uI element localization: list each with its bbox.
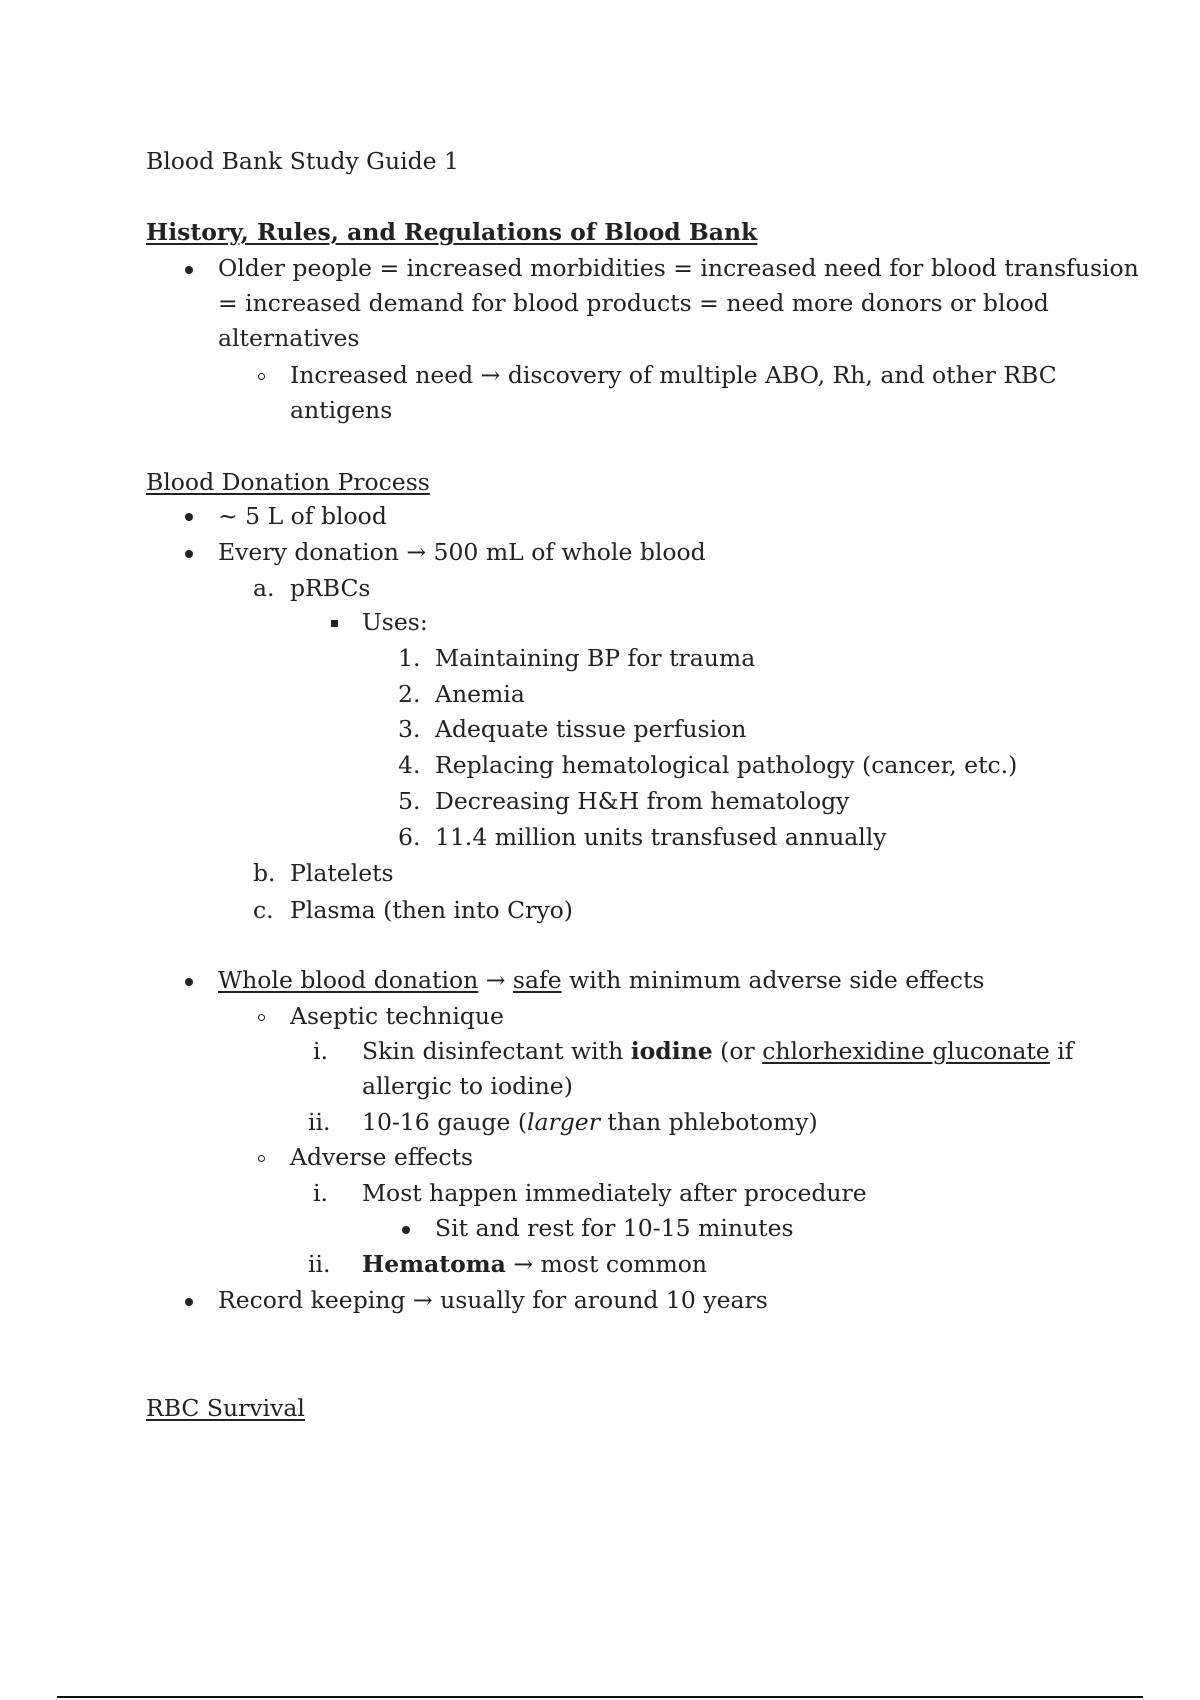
aseptic-item-disinfectant	[362, 1036, 1073, 1066]
bullet-disc-icon	[185, 266, 193, 274]
aseptic-item-disinfectant-cont: allergic to iodine)	[362, 1072, 573, 1100]
bullet-disc-icon	[185, 978, 193, 986]
list-marker: 5.	[398, 787, 421, 815]
uses-item: Adequate tissue perfusion	[435, 715, 747, 743]
sub-bullet-text-line: antigens	[290, 396, 393, 424]
bullet-disc-icon	[402, 1226, 410, 1234]
iodine-text: iodine	[630, 1037, 713, 1065]
section-heading-rbc-survival: RBC Survival	[146, 1394, 305, 1422]
side-effects-text: with minimum adverse side effects	[561, 966, 985, 994]
bullet-circle-icon	[258, 373, 265, 380]
list-marker: 4.	[398, 751, 421, 779]
uses-item: 11.4 million units transfused annually	[435, 823, 887, 851]
uses-item: Maintaining BP for trauma	[435, 644, 756, 672]
sub-bullet-text-line: Increased need → discovery of multiple ABO, Rh, and other RBC	[290, 361, 1057, 389]
bullet-disc-icon	[185, 513, 193, 521]
arrow-text: →	[478, 966, 513, 994]
adverse-item-hematoma	[362, 1249, 707, 1279]
list-marker: 6.	[398, 823, 421, 851]
list-marker: i.	[313, 1037, 328, 1065]
list-marker: c.	[253, 896, 274, 924]
list-item-platelets: Platelets	[290, 859, 394, 887]
bullet-square-icon	[331, 620, 338, 627]
larger-text: larger	[527, 1108, 600, 1136]
hematoma-text: Hematoma	[362, 1250, 506, 1278]
bullet-disc-icon	[185, 1298, 193, 1306]
list-marker: ii.	[308, 1250, 331, 1278]
text-run: Skin disinfectant with	[362, 1037, 631, 1065]
adverse-item-immediate: Most happen immediately after procedure	[362, 1179, 867, 1207]
whole-blood-text: Whole blood donation	[218, 966, 479, 994]
uses-item: Replacing hematological pathology (cancer, etc.)	[435, 751, 1018, 779]
bullet-whole-blood	[218, 965, 984, 995]
section-heading-donation: Blood Donation Process	[146, 468, 430, 496]
chlorhexidine-text: chlorhexidine gluconate	[762, 1037, 1050, 1065]
bullet-circle-icon	[258, 1014, 265, 1021]
adverse-label: Adverse effects	[290, 1143, 474, 1171]
uses-item: Decreasing H&H from hematology	[435, 787, 850, 815]
uses-item: Anemia	[435, 680, 525, 708]
bullet-disc-icon	[185, 550, 193, 558]
list-marker: 2.	[398, 680, 421, 708]
list-marker: b.	[253, 859, 276, 887]
text-run: → most common	[505, 1250, 708, 1278]
text-run: if	[1049, 1037, 1074, 1065]
section-heading-history: History, Rules, and Regulations of Blood Bank	[146, 218, 758, 246]
text-run: than phlebotomy)	[599, 1108, 818, 1136]
bullet-text: ~ 5 L of blood	[218, 502, 387, 530]
bottom-divider	[57, 1696, 1143, 1698]
bullet-text: Every donation → 500 mL of whole blood	[218, 538, 706, 566]
list-marker: a.	[253, 574, 275, 602]
bullet-text-line: Older people = increased morbidities = increased need for blood transfusion	[218, 254, 1139, 282]
document-title: Blood Bank Study Guide 1	[146, 147, 459, 175]
list-marker: 3.	[398, 715, 421, 743]
bullet-circle-icon	[258, 1155, 265, 1162]
list-marker: i.	[313, 1179, 328, 1207]
text-run: 10-16 gauge (	[362, 1108, 527, 1136]
list-item-prbcs: pRBCs	[290, 574, 371, 602]
bullet-text-line: = increased demand for blood products = need more donors or blood	[218, 289, 1049, 317]
bullet-record-keeping: Record keeping → usually for around 10 years	[218, 1286, 768, 1314]
aseptic-item-gauge	[362, 1107, 818, 1137]
list-item-plasma: Plasma (then into Cryo)	[290, 896, 573, 924]
bullet-text-line: alternatives	[218, 324, 360, 352]
aseptic-label: Aseptic technique	[290, 1002, 504, 1030]
uses-label: Uses:	[362, 608, 428, 636]
adverse-subitem-rest: Sit and rest for 10-15 minutes	[435, 1214, 794, 1242]
text-run: (or	[712, 1037, 763, 1065]
list-marker: ii.	[308, 1108, 331, 1136]
safe-text: safe	[512, 966, 562, 994]
list-marker: 1.	[398, 644, 421, 672]
